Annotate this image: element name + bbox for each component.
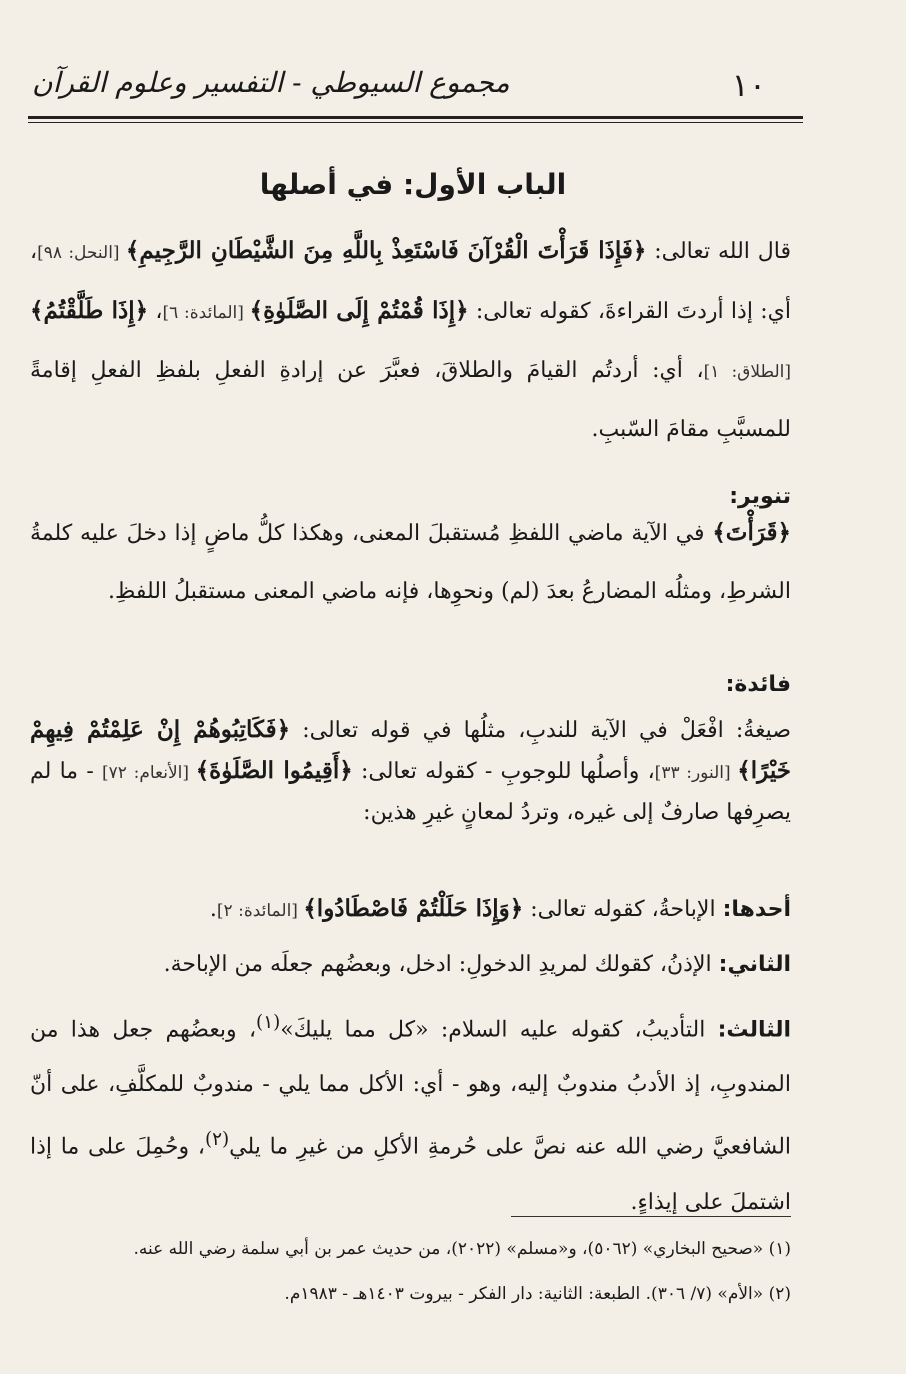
ayah-reference: [النور: ٣٣] xyxy=(654,763,738,783)
ayah-quote: ﴿فَكَاتِبُوهُمْ إِنْ عَلِمْتُمْ فِيهِمْ خَيْرًا﴾ xyxy=(30,716,792,784)
body-text: في الآية ماضي اللفظِ مُستقبلَ المعنى، وهكذا كلُّ ماضٍ إذا دخلَ عليه كلمةُ الشرطِ، ومثلُه المضارعُ بعدَ (لم) ونحوِها، فإنه ماضي المعنى مستقبلُ اللفظِ. xyxy=(30,521,791,604)
ayah-reference: [المائدة: ٢] xyxy=(216,901,304,921)
body-text: ، أي: أردتُم القيامَ والطلاقَ، فعبَّرَ عن إرادةِ الفعلِ بلفظِ الفعلِ إقامةً للمسبَّبِ مقامَ السّببِ. xyxy=(30,358,791,442)
body-text: التأديبُ، كقوله عليه السلام: «كل مما يليكَ» xyxy=(280,1017,718,1043)
ayah-quote: ﴿وَإِذَا حَلَلْتُمْ فَاصْطَادُوا﴾ xyxy=(303,895,524,922)
ayah-quote: ﴿إِذَا طَلَّقْتُمُ﴾ xyxy=(30,297,149,324)
body-text: الإباحةُ، كقوله تعالى: xyxy=(523,897,723,922)
body-text: الإذنُ، كقولك لمريدِ الدخولِ: ادخل، وبعضُهم جعلَه من الإباحة. xyxy=(163,952,719,977)
body-text: ، xyxy=(148,299,163,324)
section-label-faida: فائدة: xyxy=(725,672,791,697)
footnote-marker[interactable]: (١) xyxy=(256,1012,281,1033)
paragraph-tanwir xyxy=(30,504,791,621)
chapter-heading: الباب الأول: في أصلها xyxy=(259,168,567,201)
ayah-reference: [المائدة: ٦] xyxy=(162,303,250,323)
footnote-2: (٢) «الأم» (٧/ ٣٠٦). الطبعة: الثانية: دار الفكر - بيروت ١٤٠٣هـ - ١٩٨٣م. xyxy=(284,1284,791,1304)
item-label: أحدها: xyxy=(722,897,791,922)
ayah-quote: ﴿فَإِذَا قَرَأْتَ الْقُرْآنَ فَاسْتَعِذْ بِاللَّهِ مِنَ الشَّيْطَانِ الرَّجِيمِ﴾ xyxy=(125,237,647,264)
body-text: ، أي: إذا أردتَ القراءةَ، كقوله تعالى: xyxy=(30,239,792,324)
paragraph-third xyxy=(30,995,791,1230)
running-title: مجموع السيوطي - التفسير وعلوم القرآن xyxy=(32,66,510,99)
ayah-reference: [الطلاق: ١] xyxy=(703,362,791,382)
paragraph-intro xyxy=(30,222,791,459)
ayah-reference: [الأنعام: ٧٢] xyxy=(102,763,196,783)
body-text: ، وأصلُها للوجوبِ - كقوله تعالى: xyxy=(352,759,655,784)
footnote-divider xyxy=(511,1216,791,1217)
ayah-reference: [النحل: ٩٨] xyxy=(37,243,126,263)
item-label: الثالث: xyxy=(717,1017,791,1043)
ayah-quote: ﴿قَرَأْتَ﴾ xyxy=(712,519,791,546)
body-text: ، وبعضُهم جعل هذا من المندوبِ، إذ الأدبُ مندوبٌ إليه، وهو - أي: الأكل مما يلي - مندوبٌ للمكلَّفِ، على أنّ الشافعيَّ رضي الله عنه نصَّ على حُرمةِ الأكلِ من غيرِ ما يلي xyxy=(30,1017,792,1160)
body-text: ، وحُمِلَ على ما إذا اشتملَ على إيذاءٍ. xyxy=(30,1134,791,1215)
ayah-quote: ﴿إِذَا قُمْتُمْ إِلَى الصَّلَوٰةِ﴾ xyxy=(249,297,469,324)
page-number: ١٠ xyxy=(731,66,766,104)
header-rule-thin xyxy=(28,122,803,123)
body-text: . xyxy=(209,897,217,922)
paragraph-first xyxy=(30,880,791,940)
ayah-quote: ﴿أَقِيمُوا الصَّلَوٰةَ﴾ xyxy=(195,757,353,784)
intro-text: قال الله تعالى: xyxy=(646,239,791,264)
paragraph-second xyxy=(30,936,791,994)
body-text: - ما لم يصرِفها صارفٌ إلى غيره، وتردُ لمعانٍ غيرِ هذين: xyxy=(30,759,791,825)
paragraph-faida xyxy=(30,710,791,833)
footnote-1: (١) «صحيح البخاري» (٥٠٦٢)، و«مسلم» (٢٠٢٢)، من حديث عمر بن أبي سلمة رضي الله عنه. xyxy=(133,1239,791,1259)
header-rule xyxy=(28,116,803,119)
footnote-marker[interactable]: (٢) xyxy=(204,1129,230,1151)
item-label: الثاني: xyxy=(718,952,791,977)
section-label-tanwir: تنوير: xyxy=(729,484,791,509)
body-text: صيغةُ: افْعَلْ في الآية للندبِ، مثلُها في قوله تعالى: xyxy=(290,718,791,743)
